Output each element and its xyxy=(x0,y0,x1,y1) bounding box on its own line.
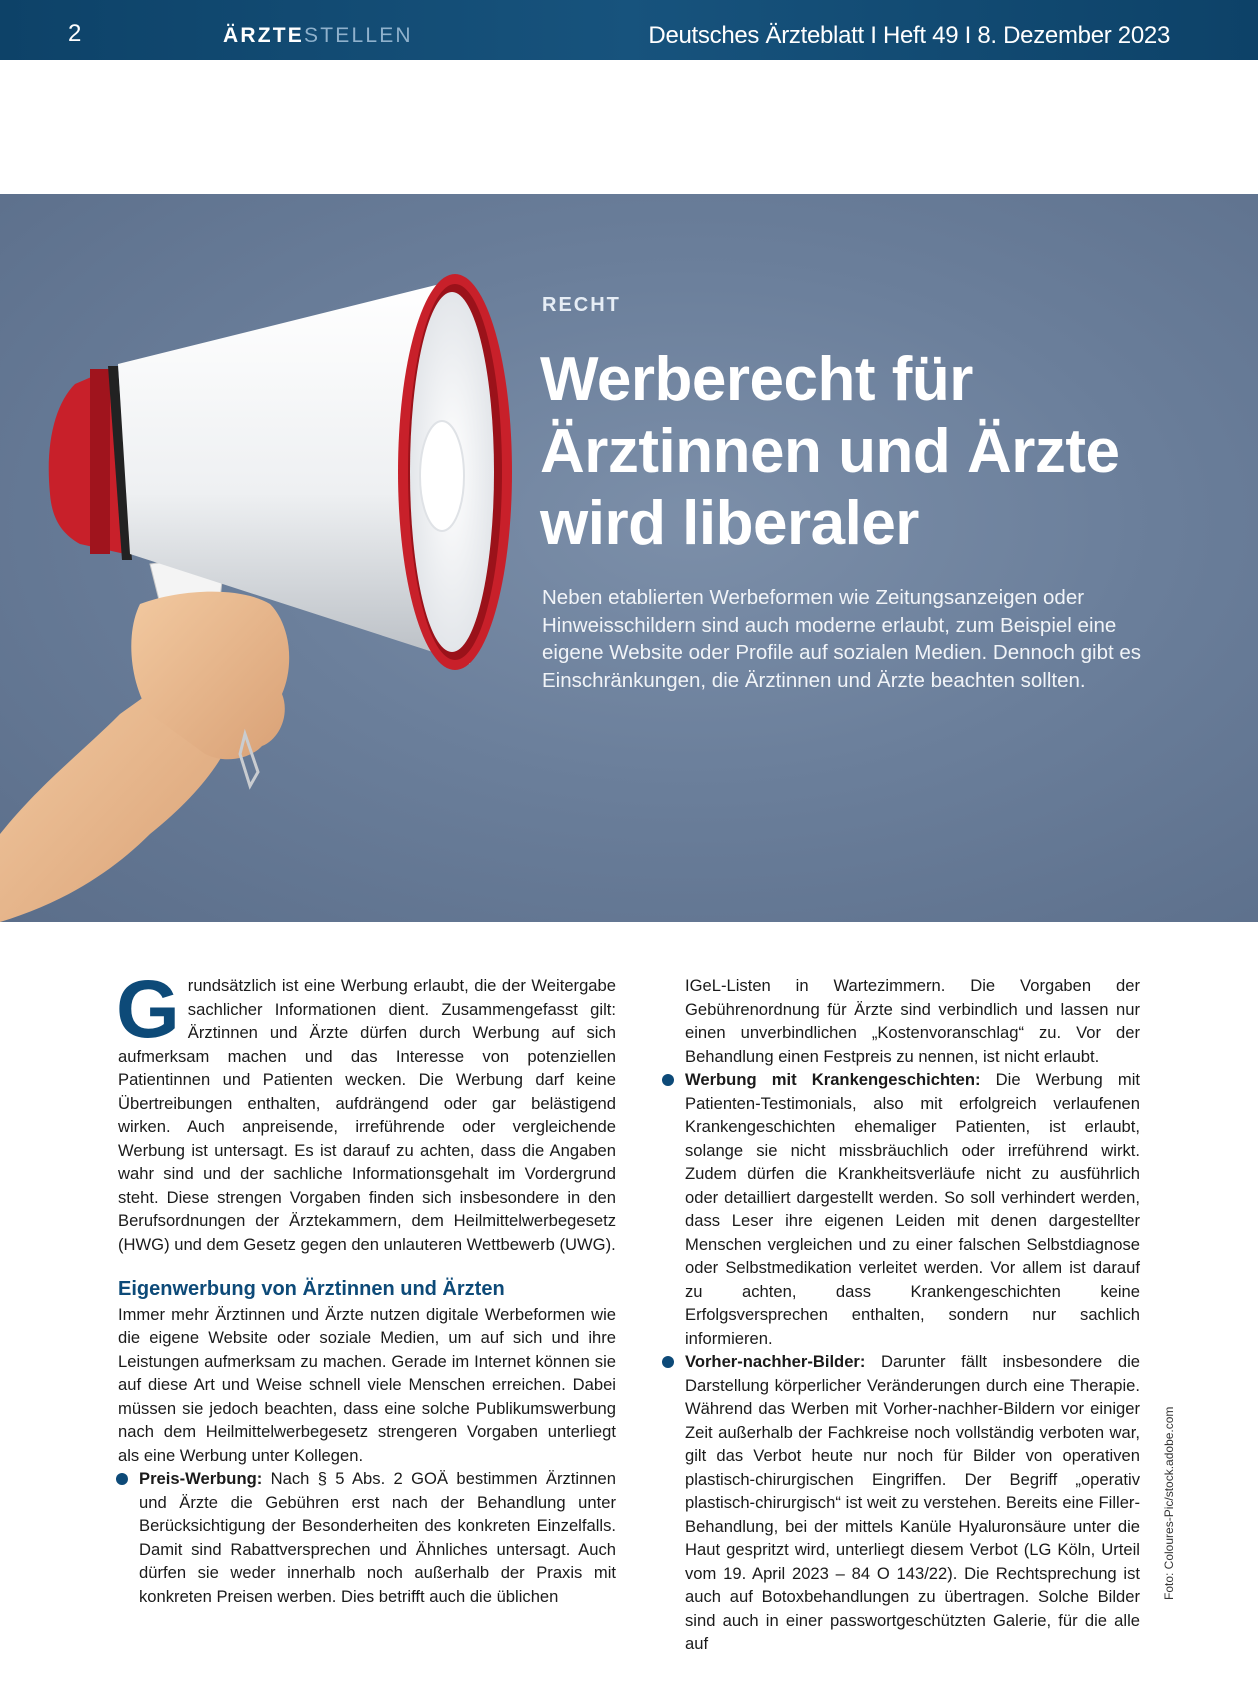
bullet-dot-icon xyxy=(662,1074,674,1086)
photo-credit: Foto: Coloures-Pic/stock.adobe.com xyxy=(1162,1406,1176,1600)
brand-part2: STELLEN xyxy=(304,24,413,47)
bullet-case-histories xyxy=(664,1068,1140,1350)
section-subhead: Eigenwerbung von Ärztinnen und Ärzten xyxy=(118,1278,505,1300)
hero-image xyxy=(0,194,1258,922)
bullet-text: Nach § 5 Abs. 2 GOÄ bestimmen Ärztinnen und Ärzte die Gebühren erst nach der Behandlung unter Berücksichtigung der Besonderheiten des konkreten Einzelfalls. Damit sind Rabattversprechen und Ähnliches untersagt. Auch dürfen sie weder innerhalb noch außerhalb der Praxis mit konkreten Preisen werben. Dies betrifft auch die üblichen xyxy=(139,1469,616,1606)
drop-cap: G xyxy=(116,964,180,1055)
bullet-label: Vorher-nachher-Bilder: xyxy=(685,1352,866,1371)
intro-text: rundsätzlich ist eine Werbung erlaubt, die der Weitergabe sachlicher Informationen dient. Zusammengefasst gilt: Ärztinnen und Ärzte dürfen durch Werbung auf sich aufmerksam machen und das Interesse von potenziellen Patientinnen und Patienten wecken. Die Werbung darf keine Übertreibungen enthalten, aufdrängend oder gar belästigend wirken. Auch anpreisende, irreführende oder vergleichende Werbung ist untersagt. Es ist darauf zu achten, dass die Angaben wahr sind und der sachliche Informationsgehalt im Vordergrund steht. Diese strengen Vorgaben finden sich insbesondere in den Berufsordnungen der Ärztekammern, dem Heilmittelwerbegesetz (HWG) und dem Gesetz gegen den unlauteren Wettbewerb (UWG). xyxy=(118,976,616,1254)
bullet-dot-icon xyxy=(116,1473,128,1485)
brand-logo xyxy=(223,24,413,48)
bullet-continuation: IGeL-Listen in Wartezimmern. Die Vorgaben der Gebührenordnung für Ärzte sind verbindlich und lassen nur einen unverbindlichen „Kostenvoranschlag“ zu. Vor der Behandlung einen Festpreis zu nennen, ist nicht erlaubt. xyxy=(685,976,1140,1066)
article-column-2 xyxy=(664,974,1140,1656)
article-lead: Neben etablierten Werbeformen wie Zeitungsanzeigen oder Hinweisschildern sind auch moderne erlaubt, zum Beispiel eine eigene Website oder Profile auf sozialen Medien. Dennoch gibt es Einschränkungen, die Ärztinnen und Ärzte beachten sollten. xyxy=(542,586,1142,692)
article-column-1 xyxy=(116,964,616,1608)
bullet-before-after xyxy=(664,1350,1140,1656)
bullet-price-advertising xyxy=(118,1467,616,1608)
section-kicker: RECHT xyxy=(542,294,621,316)
paragraph-digital-advertising: Immer mehr Ärztinnen und Ärzte nutzen digitale Werbeformen wie die eigene Website oder soziale Medien, um auf sich und ihre Leistungen aufmerksam zu machen. Gerade im Internet können sie auf diese Art und Weise schnell viele Menschen erreichen. Dabei müssen sie jedoch beachten, dass eine solche Publikumswerbung nach dem Heilmittelwerbegesetz strengeren Vorgaben unterliegt als eine Werbung unter Kollegen. xyxy=(118,1304,616,1465)
page-number: 2 xyxy=(68,20,82,47)
page-header xyxy=(0,0,1258,60)
bullet-label: Werbung mit Krankengeschichten: xyxy=(685,1070,981,1089)
bullet-text: Darunter fällt insbesondere die Darstellung körperlicher Veränderungen durch eine Therapie. Während das Werben mit Vorher-nachher-Bildern vor einiger Zeit außerhalb der Fachkreise noch vollständig verboten war, gilt das Verbot heute nur noch für Bilder von operativen plastisch-chirurgischen Eingriffen. Der Begriff „operativ plastisch-chirurgisch“ ist weit zu verstehen. Bereits eine Filler-Behandlung, bei der mittels Kanüle Hyaluronsäure unter die Haut gespritzt wird, unterliegt diesem Verbot (LG Köln, Urteil vom 19. April 2023 – 84 O 143/22). Die Rechtsprechung ist auch auf Botoxbehandlungen zu übertragen. Solche Bilder sind auch in einer passwortgeschützten Galerie, für die alle auf xyxy=(685,1352,1140,1653)
issue-info: Deutsches Ärzteblatt I Heft 49 I 8. Dezember 2023 xyxy=(648,22,1170,49)
brand-part1: ÄRZTE xyxy=(223,24,304,47)
bullet-label: Preis-Werbung: xyxy=(139,1469,263,1488)
article-headline: Werberecht für Ärztinnen und Ärzte wird liberaler xyxy=(540,345,1120,558)
bullet-text: Die Werbung mit Patienten-Testimonials, also mit erfolgreich verlaufenen Krankengeschichten ehemaliger Patienten, ist erlaubt, solange sie nicht missbräuchlich oder irreführend wirkt. Zudem dürfen die Krankheitsverläufe nicht zu ausführlich oder detailliert dargestellt werden. So soll verhindert werden, dass Leser ihre eigenen Leiden mit denen dargestellter Menschen vergleichen und zu einer falschen Selbstdiagnose oder Selbstmedikation verleitet werden. Vor allem ist darauf zu achten, dass Krankengeschichten keine Erfolgsversprechen enthalten, sondern nur sachlich informieren. xyxy=(685,1070,1140,1348)
intro-paragraph xyxy=(116,964,616,1256)
bullet-dot-icon xyxy=(662,1356,674,1368)
